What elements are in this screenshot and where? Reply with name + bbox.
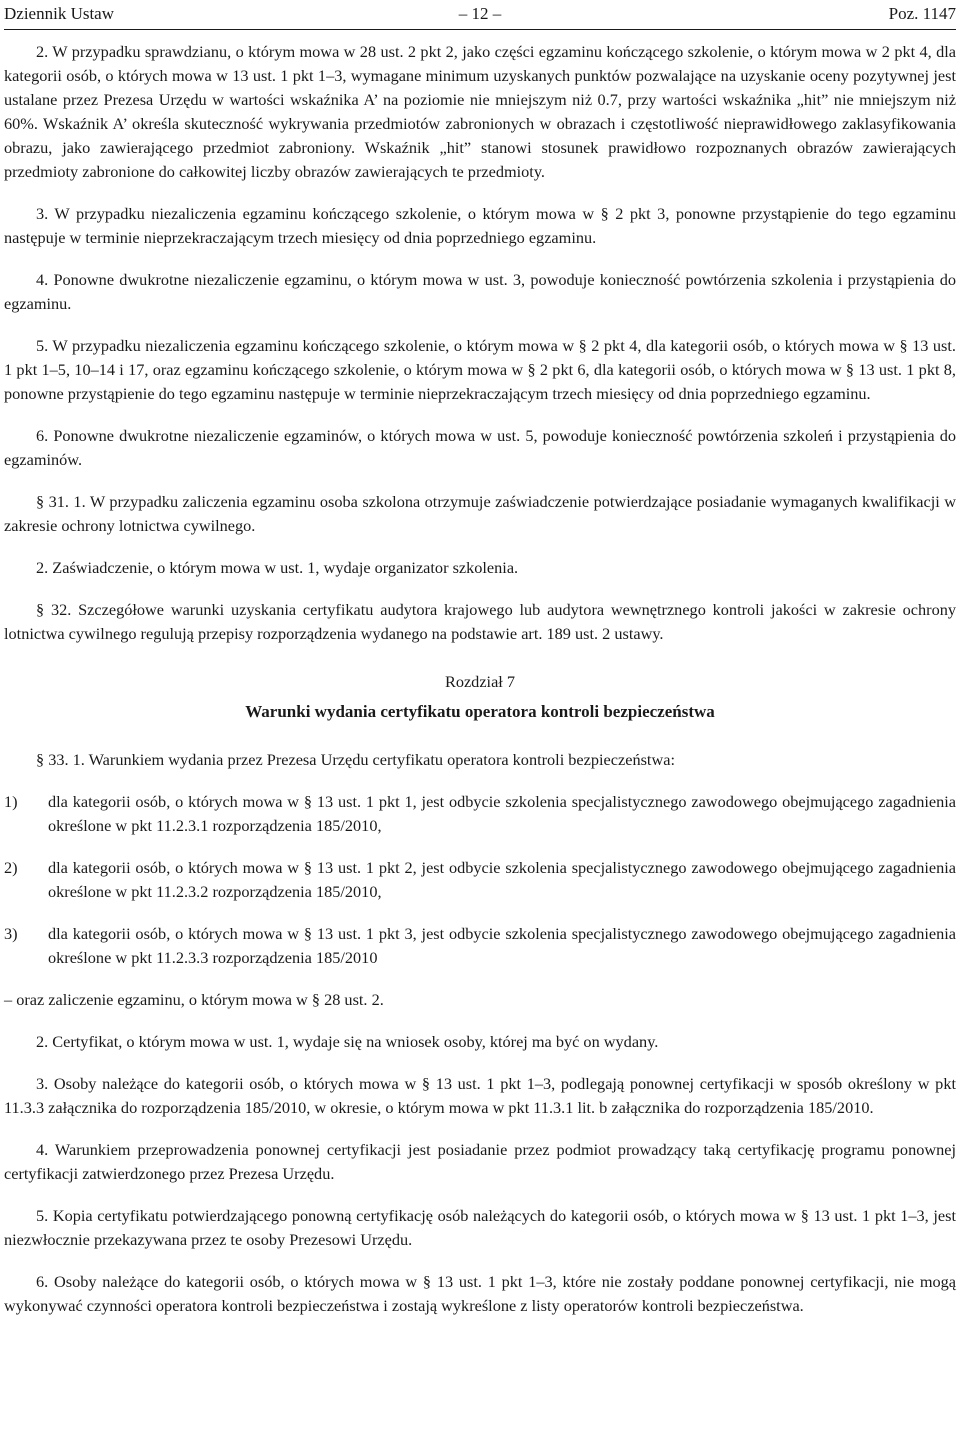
list-item-number: 2) — [4, 858, 18, 877]
page-number: – 12 – — [458, 4, 502, 23]
list-item-text: dla kategorii osób, o których mowa w § 13 ust. 1 pkt 2, jest odbycie szkolenia specjalistycznego zawodowego obejmującego zagadnienia określone w pkt 11.2.3.2 rozporządzenia 185/2010, — [48, 858, 956, 901]
list-item-text: dla kategorii osób, o których mowa w § 13 ust. 1 pkt 1, jest odbycie szkolenia specjalistycznego zawodowego obejmującego zagadnienia określone w pkt 11.2.3.1 rozporządzenia 185/2010, — [48, 792, 956, 835]
paragraph-3: 3. W przypadku niezaliczenia egzaminu kończącego szkolenie, o którym mowa w § 2 pkt 3, ponowne przystąpienie do tego egzaminu następuje w terminie nieprzekraczającym trzech miesięcy od dnia poprzedniego egzaminu. — [4, 204, 956, 247]
section-33-intro: § 33. 1. Warunkiem wydania przez Prezesa Urzędu certyfikatu operatora kontroli bezpieczeństwa: — [36, 750, 675, 769]
journal-title: Dziennik Ustaw — [4, 4, 115, 23]
position-number: Poz. 1147 — [888, 4, 956, 23]
section-32: § 32. Szczegółowe warunki uzyskania certyfikatu audytora krajowego lub audytora wewnętrznego kontroli jakości w zakresie ochrony lotnictwa cywilnego regulują przepisy rozporządzenia wydanego na podstawie art. 189 ust. 2 ustawy. — [4, 600, 956, 643]
paragraph-6: 6. Ponowne dwukrotne niezaliczenie egzaminów, o których mowa w ust. 5, powoduje konieczność powtórzenia szkoleń i przystąpienia do egzaminów. — [4, 426, 956, 469]
paragraph-2: 2. W przypadku sprawdzianu, o którym mowa w 28 ust. 2 pkt 2, jako części egzaminu kończącego szkolenie, o którym mowa w 2 pkt 4, dla kategorii osób, o których mowa w 13 ust. 1 pkt 1–3, wymagane minimum uzyskanych punktów pozwalające na uzyskanie oceny pozytywnej jest ustalane przez Prezesa Urzędu w wartości wskaźnika A’ na poziomie nie mniejszym niż 0.7, przy wartości wskaźnika „hit” nie mniejszym niż 60%. Wskaźnik A’ określa skuteczność wykrywania przedmiotów zabronionych w obrazach i częstotliwość nieprawidłowego zaklasyfikowania obrazu, jako zawierającego przedmiot zabroniony. Wskaźnik „hit” stanowi stosunek prawidłowo rozpoznanych obrazów zawierających przedmioty zabronione do całkowitej liczby obrazów zawierających te przedmioty. — [4, 42, 956, 181]
section-33-paragraph-6: 6. Osoby należące do kategorii osób, o których mowa w § 13 ust. 1 pkt 1–3, które nie zostały poddane ponownej certyfikacji, nie mogą wykonywać czynności operatora kontroli bezpieczeństwa i zostają wykreślone z listy operatorów kontroli bezpieczeństwa. — [4, 1272, 956, 1315]
section-31-paragraph-2: 2. Zaświadczenie, o którym mowa w ust. 1, wydaje organizator szkolenia. — [36, 558, 519, 577]
list-item-number: 1) — [4, 792, 18, 811]
list-item — [4, 922, 956, 970]
list-item-number: 3) — [4, 924, 18, 943]
section-33-paragraph-4: 4. Warunkiem przeprowadzenia ponownej certyfikacji jest posiadanie przez podmiot prowadzący taką certyfikację programu ponownej certyfikacji zatwierdzonego przez Prezesa Urzędu. — [4, 1140, 956, 1183]
page-header — [4, 2, 956, 26]
section-33-paragraph-5: 5. Kopia certyfikatu potwierdzającego ponowną certyfikację osób należących do kategorii osób, o których mowa w § 13 ust. 1 pkt 1–3, jest niezwłocznie przekazywana przez te osoby Prezesowi Urzędu. — [4, 1206, 956, 1249]
section-33-paragraph-2: 2. Certyfikat, o którym mowa w ust. 1, wydaje się na wniosek osoby, której ma być on wydany. — [36, 1032, 659, 1051]
chapter-label: Rozdział 7 — [444, 672, 516, 691]
header-divider — [4, 29, 956, 30]
paragraph-5: 5. W przypadku niezaliczenia egzaminu kończącego szkolenie, o którym mowa w § 2 pkt 4, dla kategorii osób, o których mowa w § 13 ust. 1 pkt 1–5, 10–14 i 17, oraz egzaminu kończącego szkolenie, o którym mowa w § 2 pkt 6, dla kategorii osób, o których mowa w § 13 ust. 1 pkt 8, ponowne przystąpienie do tego egzaminu następuje w terminie nieprzekraczającym trzech miesięcy od dnia poprzedniego egzaminu. — [4, 336, 956, 403]
section-33-tail: – oraz zaliczenie egzaminu, o którym mowa w § 28 ust. 2. — [4, 990, 384, 1009]
list-item — [4, 856, 956, 904]
chapter-title: Warunki wydania certyfikatu operatora kontroli bezpieczeństwa — [245, 702, 715, 721]
document-body — [4, 40, 956, 1336]
paragraph-4: 4. Ponowne dwukrotne niezaliczenie egzaminu, o którym mowa w ust. 3, powoduje konieczność powtórzenia szkolenia i przystąpienia do egzaminu. — [4, 270, 956, 313]
section-31-paragraph-1: § 31. 1. W przypadku zaliczenia egzaminu osoba szkolona otrzymuje zaświadczenie potwierdzające posiadanie wymaganych kwalifikacji w zakresie ochrony lotnictwa cywilnego. — [4, 492, 956, 535]
list-item — [4, 790, 956, 838]
list-item-text: dla kategorii osób, o których mowa w § 13 ust. 1 pkt 3, jest odbycie szkolenia specjalistycznego zawodowego obejmującego zagadnienia określone w pkt 11.2.3.3 rozporządzenia 185/2010 — [48, 924, 956, 967]
section-33-paragraph-3: 3. Osoby należące do kategorii osób, o których mowa w § 13 ust. 1 pkt 1–3, podlegają ponownej certyfikacji w sposób określony w pkt 11.3.3 załącznika do rozporządzenia 185/2010, w okresie, o którym mowa w pkt 11.3.1 lit. b załącznika do rozporządzenia 185/2010. — [4, 1074, 956, 1117]
